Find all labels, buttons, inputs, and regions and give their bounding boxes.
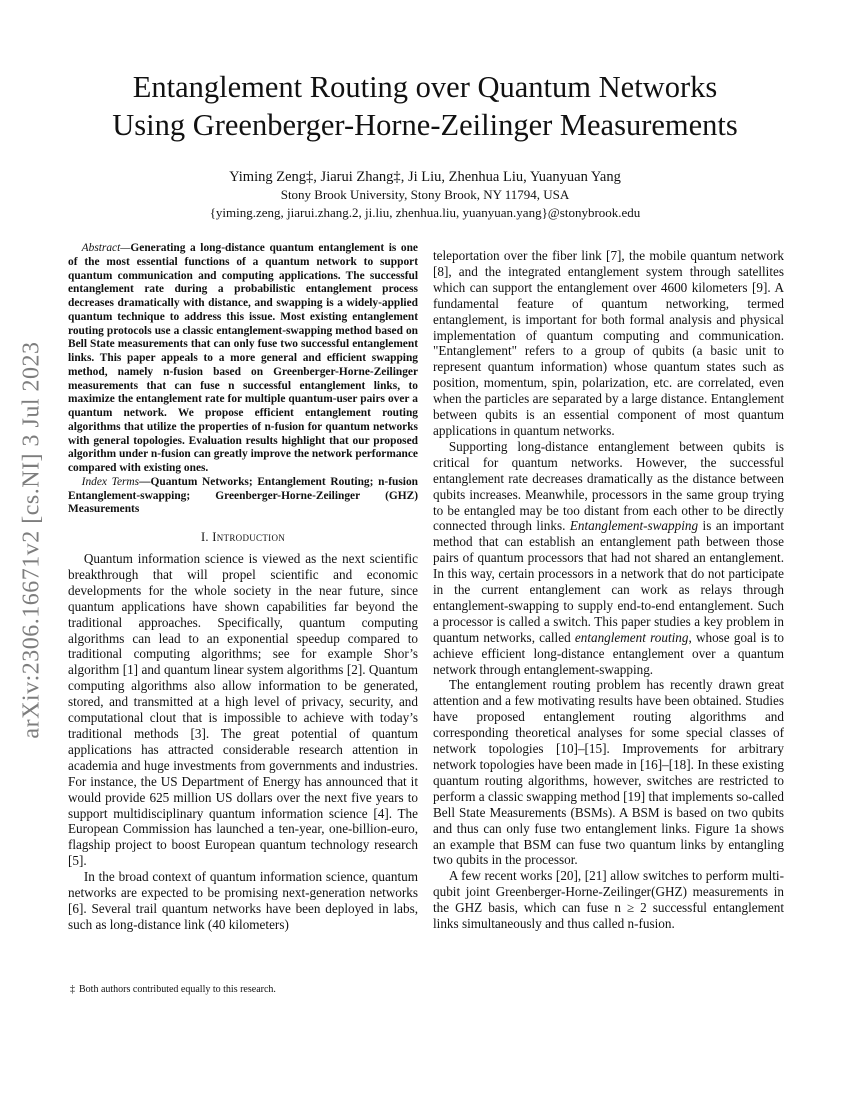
abstract [68, 242, 418, 476]
footnote-mark: ‡ [70, 984, 75, 995]
body-paragraph: The entanglement routing problem has recently drawn great attention and a few motivating results have been obtained. Studies have proposed entanglement routing algorithms and corresponding theoretical analyses for some special classes of network topologies [10]–[15]. Improvements for arbitrary network topologies have been made in [16]–[18]. In these existing quantum routing algorithms, however, switches are restricted to perform a classic swapping method [19] that implements so-called Bell State Measurements (BSMs). A BSM is based on two qubits and thus can only fuse two entanglement links. Figure 1a shows an example that BSM can fuse two quantum links by entangling two qubits in the processor. [433, 677, 784, 868]
paragraph-text: , whose goal is to achieve efficient long-distance entanglement over a quantum network through entanglement-swapping. [433, 629, 785, 677]
body-paragraph: In the broad context of quantum information science, quantum networks are expected to be promising next-generation networks [6]. Several trail quantum networks have been deployed in labs, such as long-distance link (40 kilometers) [68, 869, 418, 932]
body-paragraph: Quantum information science is viewed as the next scientific breakthrough that will propel scientific and economic developments for the whole society in the near future, since quantum applications have shown capabilities far beyond the traditional approaches. Specifically, quantum computing algorithms can lead to an exponential speedup compared to traditional computing algorithms; see for example Shor’s algorithm [1] and quantum linear system algorithms [2]. Quantum computing algorithms also allow information to be generated, stored, and transmitted at a high level of privacy, security, and computational clout that is impossible to achieve with today’s traditional methods [3]. The great potential of quantum applications has attracted considerable research attention in academia and huge investments from governments and industries. For instance, the US Department of Energy has announced that it would provide 625 million US dollars over the next five years to support multidisciplinary quantum information science [4]. The European Commission has launched a ten-year, one-billion-euro, flagship project to boost European quantum technology research [5]. [68, 551, 418, 869]
author: Yiming Zeng‡ , [229, 169, 320, 185]
footnote [68, 984, 418, 996]
right-column [433, 248, 784, 932]
author: Jiarui Zhang‡ , [321, 169, 408, 185]
index-terms-label: Index Terms [81, 475, 140, 488]
left-column [68, 242, 418, 933]
section-heading [68, 529, 418, 545]
body-paragraph: A few recent works [20], [21] allow switches to perform multi-qubit joint Greenberger-Horne-Zeilinger(GHZ) measurements in the GHZ basis, which can fuse n ≥ 2 successful entanglement links simultaneously and thus called n-fusion. [433, 868, 784, 932]
section-title: Introduction [212, 530, 286, 544]
section-number: I. [200, 530, 209, 544]
abstract-text: Generating a long-distance quantum entanglement is one of the most essential functions of a quantum network to support quantum communication and computing applications. The successful entanglement rate during a probabilistic entanglement process decreases dramatically with distance, and swapping is a widely-applied quantum technique to address this issue. Most existing entanglement routing protocols use a classic entanglement-swapping method based on Bell State measurements that can only fuse two successful entanglement links. This paper appeals to a more general and efficient swapping method, namely n-fusion based on Greenberger-Horne-Zeilinger measurements that can fuse n successful entanglement links, to maximize the entanglement rate for multiple quantum-user pairs over a quantum network. We propose efficient entanglement routing algorithms that utilize the properties of n-fusion for quantum networks with general topologies. Evaluation results highlight that our proposed algorithm under n-fusion can greatly improve the network performance compared with existing ones. [68, 242, 418, 474]
body-paragraph [433, 439, 784, 678]
author: Yuanyuan Yang [529, 169, 621, 185]
title-line-1: Entanglement Routing over Quantum Networks [132, 70, 718, 104]
affiliation: Stony Brook University, Stony Brook, NY 11794, USA [280, 187, 570, 202]
emphasis-term: entanglement routing [574, 629, 689, 645]
paper-title [70, 68, 780, 144]
abstract-label: Abstract— [81, 242, 131, 254]
author-emails: {yiming.zeng, jiarui.zhang.2, ji.liu, zhenhua.liu, yuanyuan.yang}@stonybrook.edu [209, 205, 641, 220]
title-line-2: Using Greenberger-Horne-Zeilinger Measurements [112, 108, 738, 142]
author: Zhenhua Liu , [449, 169, 530, 185]
arxiv-sidebar [12, 230, 52, 850]
index-terms-text: —Quantum Networks; Entanglement Routing; n-fusion Entanglement-swapping; Greenberger-Horne-Zeilinger (GHZ) Measurements [68, 475, 418, 516]
author: Ji Liu , [408, 169, 449, 185]
paragraph-text: Supporting long-distance entanglement between qubits is critical for quantum networks. However, the successful entanglement rate decreases dramatically as the distance between qubits increases. Meanwhile, processors in the same group trying to be entangled may be too distant from each other to be directly connected through links. [433, 438, 784, 534]
paragraph-text: is an important method that can establish an entanglement path between those pairs of quantum processors that had not shared an entanglement. In this way, certain processors in a network that do not participate in the current entanglement can work as relays through entanglement-swapping to supply end-to-end entanglement. Such a processor is called a switch. This paper studies a key problem in quantum networks, called [433, 518, 785, 645]
emphasis-term: Entanglement-swapping [569, 518, 699, 534]
footnote-text: Both authors contributed equally to this research. [79, 984, 276, 995]
arxiv-identifier: arXiv:2306.16671v2 [cs.NI] 3 Jul 2023 [18, 341, 45, 739]
index-terms [68, 476, 418, 517]
author-list [70, 168, 780, 186]
body-paragraph: teleportation over the fiber link [7], the mobile quantum network [8], and the integrated entanglement system through satellites which can support the entanglement over 4600 kilometers [9]. A fundamental feature of quantum networking, termed entanglement, is important for both formal analysis and physical implementation of quantum computing and communication. "Entanglement" refers to a group of qubits (a basic unit to represent quantum information) whose quantum states such as position, momentum, spin, polarization, etc. are correlated, even when the particles are separated by a large distance. Entanglement between qubits is an essential component of most quantum applications in quantum networks. [433, 248, 784, 438]
